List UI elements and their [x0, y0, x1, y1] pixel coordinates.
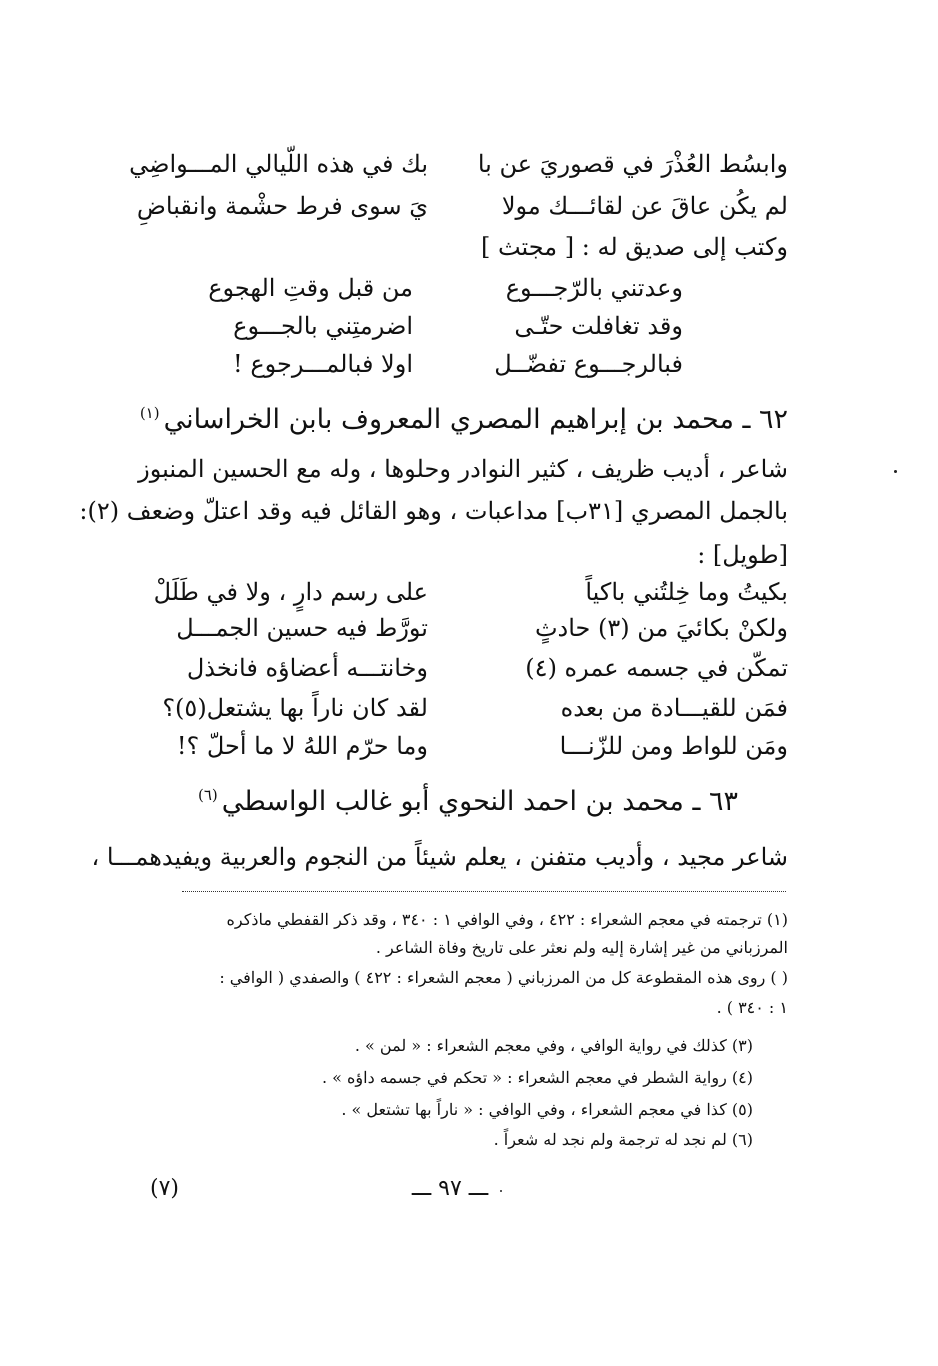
verse-hemistich-second: من قبل وقتِ الهجوع — [208, 274, 413, 302]
scan-speck — [500, 1190, 502, 1192]
footnote-line: (٤) رواية الشطر في معجم الشعراء : « تحكم في جسمه داؤه » . — [321, 1068, 753, 1087]
entry-62-text-line: [طويل] : — [697, 541, 788, 569]
verse-hemistich-first: وابسُط العُذْرَ في قصوريَ عن با — [477, 150, 788, 178]
verse-line — [128, 150, 788, 188]
verse-line — [128, 578, 788, 616]
verse-hemistich-first: ولكنْ بكائيَ من (٣) حادثٍ — [534, 614, 788, 642]
signature-mark: (٧) — [150, 1176, 180, 1201]
verse-hemistich-second: وخانتـــه أعضاؤه فانخذل — [186, 654, 428, 682]
verse-hemistich-first: فبالرجـــوع تفضّــل — [494, 350, 683, 378]
entry-62-title: ٦٢ ـ محمد بن إبراهيم المصري المعروف بابن الخراساني — [163, 404, 788, 435]
footnote-line: (١) ترجمته في معجم الشعراء : ٤٢٢ ، وفي الوافي ١ : ٣٤٠ ، وقد ذكر القفطي ماذكره — [226, 910, 788, 929]
verse-line — [123, 350, 683, 388]
entry-62-note-ref: (١) — [139, 404, 160, 422]
footnote-line: (٣) كذلك في رواية الوافي ، وفي معجم الشعراء : « لمن » . — [354, 1036, 753, 1055]
verse-line — [128, 192, 788, 230]
scan-speck — [894, 470, 897, 473]
footnote-line: (٦) لم نجد له ترجمة ولم نجد له شعراً . — [493, 1130, 753, 1149]
entry-63-text-line: شاعر مجيد ، وأديب متفنن ، يعلم شيئاً من النجوم والعربية ويفيدهمـــا ، — [91, 843, 788, 871]
verse-line — [123, 274, 683, 312]
verse-hemistich-first: لم يكُن عاقَ عن لقائـــك مولا — [501, 192, 788, 220]
verse-hemistich-second: اولا فبالمـــرجوع ! — [233, 350, 413, 378]
verse-hemistich-first: بكيتُ وما خِلتُني باكياً — [585, 578, 788, 606]
entry-63-note-ref: (٦) — [198, 786, 218, 804]
verse-hemistich-second: يَ سوى فرط حشْمة وانقباضِ — [136, 192, 428, 220]
footnote-line: المرزباني من غير إشارة إليه ولم نعثر على تاريخ وفاة الشاعر . — [375, 938, 788, 957]
verse-hemistich-first: تمكّن في جسمه عمره (٤) — [525, 654, 788, 682]
verse-hemistich-first: وقد تغافلت حتّـى — [514, 312, 683, 340]
verse-line — [128, 732, 788, 770]
verse-hemistich-second: لقد كان ناراً بها يشتعل(٥)؟ — [162, 694, 428, 722]
page-number: ـــ ٩٧ ـــ — [411, 1176, 489, 1201]
verse-hemistich-first: ومَن للواط ومن للزّنـــا — [559, 732, 788, 760]
footnote-line: (٥) كذا في معجم الشعراء ، وفي الوافي : « ناراً بها تشتعل » . — [341, 1100, 753, 1119]
entry-63-title: ٦٣ ـ محمد بن احمد النحوي أبو غالب الواسطي — [221, 786, 738, 817]
entry-62-heading — [139, 404, 788, 435]
intro-line: وكتب إلى صديق له : [ مجتث ] — [480, 233, 788, 261]
entry-63-heading — [148, 786, 788, 817]
verse-hemistich-first: فمَن للقيـــادة من بعده — [560, 694, 788, 722]
verse-hemistich-second: على رسم دارٍ ، ولا في طَلَلْ — [153, 578, 428, 606]
footnote-line: ١ : ٣٤٠ ) . — [716, 998, 788, 1017]
verse-line — [128, 694, 788, 732]
footnote-divider — [182, 891, 786, 892]
verse-hemistich-second: وما حرّم اللهُ لا ما أحلّ ؟! — [176, 732, 428, 760]
verse-line — [128, 654, 788, 692]
entry-62-text-line: بالجمل المصري [٣١ب] مداعبات ، وهو القائل فيه وقد اعتلّ وضعف (٢): — [79, 497, 788, 525]
verse-hemistich-first: وعدتني بالرّجـــوع — [505, 274, 683, 302]
verse-line — [123, 312, 683, 350]
verse-line — [128, 614, 788, 652]
verse-hemistich-second: اضرمتِني بالجـــوع — [233, 312, 413, 340]
entry-62-text-line: شاعر ، أديب ظريف ، كثير النوادر وحلوها ، وله مع الحسين المنبوز — [138, 455, 788, 483]
verse-hemistich-second: تورَّط فيه حسين الجمـــل — [176, 614, 428, 642]
footnote-line: ( ) روى هذه المقطوعة كل من المرزباني ( معجم الشعراء : ٤٢٢ ) والصفدي ( الوافي : — [219, 968, 788, 987]
verse-hemistich-second: بك في هذه اللّيالي المـــواضِي — [129, 150, 428, 178]
